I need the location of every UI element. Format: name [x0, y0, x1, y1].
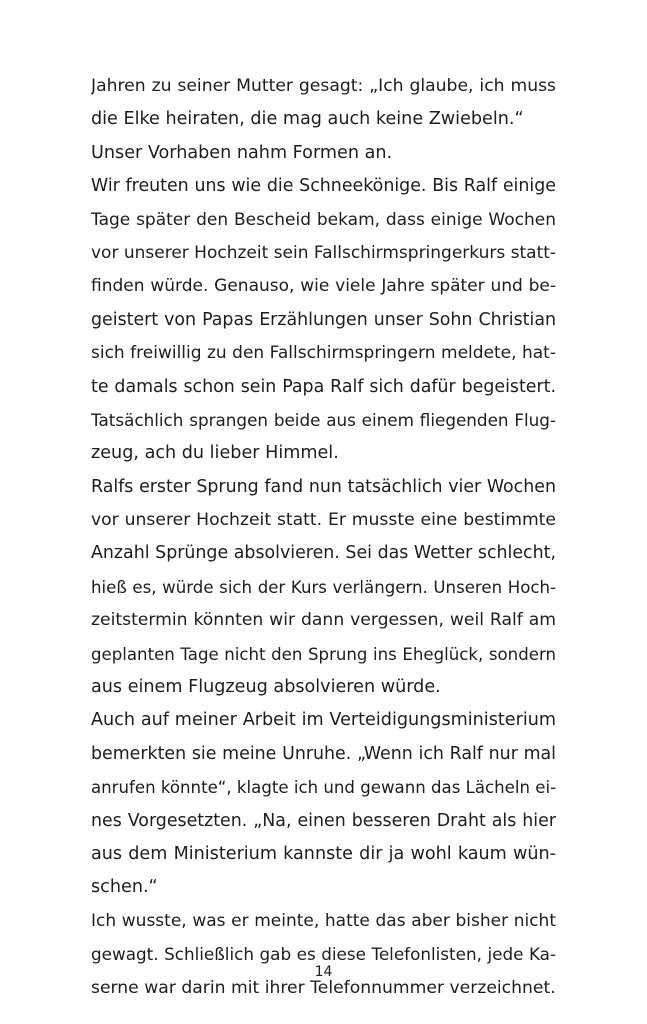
text-line: aus einem Flugzeug absolvieren würde.	[91, 677, 441, 698]
text-line: anrufen könnte“, klagte ich und gewann das Lächeln ei-	[91, 778, 556, 798]
text-line: te damals schon sein Papa Ralf sich dafür begeistert.	[91, 376, 556, 397]
text-line: geistert von Papas Erzählungen unser Sohn Christian	[91, 309, 556, 330]
text-line: zeitstermin könnten wir dann vergessen, weil Ralf am	[91, 610, 556, 631]
text-line: bemerkten sie meine Unruhe. „Wenn ich Ralf nur mal	[91, 743, 556, 764]
text-line: nes Vorgesetzten. „Na, einen besseren Draht als hier	[91, 810, 556, 831]
text-line: vor unserer Hochzeit statt. Er musste eine bestimmte	[91, 510, 556, 531]
text-line: Ralfs erster Sprung fand nun tatsächlich vier Wochen	[91, 476, 556, 497]
text-line: sich freiwillig zu den Fallschirmspringern meldete, hat-	[91, 343, 556, 364]
text-line: finden würde. Genauso, wie viele Jahre später und be-	[91, 276, 556, 297]
body-text	[91, 70, 556, 1005]
text-line: vor unserer Hochzeit sein Fallschirmspringerkurs statt-	[91, 242, 556, 263]
text-line: Ich wusste, was er meinte, hatte das aber bisher nicht	[91, 910, 556, 931]
text-line: Tage später den Bescheid bekam, dass einige Wochen	[91, 209, 556, 230]
text-line: die Elke heiraten, die mag auch keine Zwiebeln.“	[91, 109, 524, 130]
text-line: Auch auf meiner Arbeit im Verteidigungsministerium	[91, 710, 556, 731]
text-line: Wir freuten uns wie die Schneekönige. Bis Ralf einige	[91, 176, 556, 197]
text-line: Unser Vorhaben nahm Formen an.	[91, 142, 393, 163]
text-line: serne war darin mit ihrer Telefonnummer verzeichnet.	[91, 977, 556, 998]
text-line: zeug, ach du lieber Himmel.	[91, 443, 339, 464]
text-line: aus dem Ministerium kannste dir ja wohl kaum wün-	[91, 843, 556, 864]
text-line: Jahren zu seiner Mutter gesagt: „Ich glaube, ich muss	[91, 76, 556, 96]
text-line: schen.“	[91, 877, 158, 898]
text-line: geplanten Tage nicht den Sprung ins Eheglück, sondern	[91, 644, 556, 664]
text-line: gewagt. Schließlich gab es diese Telefonlisten, jede Ka-	[91, 944, 556, 965]
text-line: hieß es, würde sich der Kurs verlängern. Unseren Hoch-	[91, 577, 556, 597]
page-number: 14	[314, 964, 333, 980]
text-line: Anzahl Sprünge absolvieren. Sei das Wetter schlecht,	[91, 543, 556, 564]
text-line: Tatsächlich sprangen beide aus einem fliegenden Flug-	[91, 409, 556, 430]
